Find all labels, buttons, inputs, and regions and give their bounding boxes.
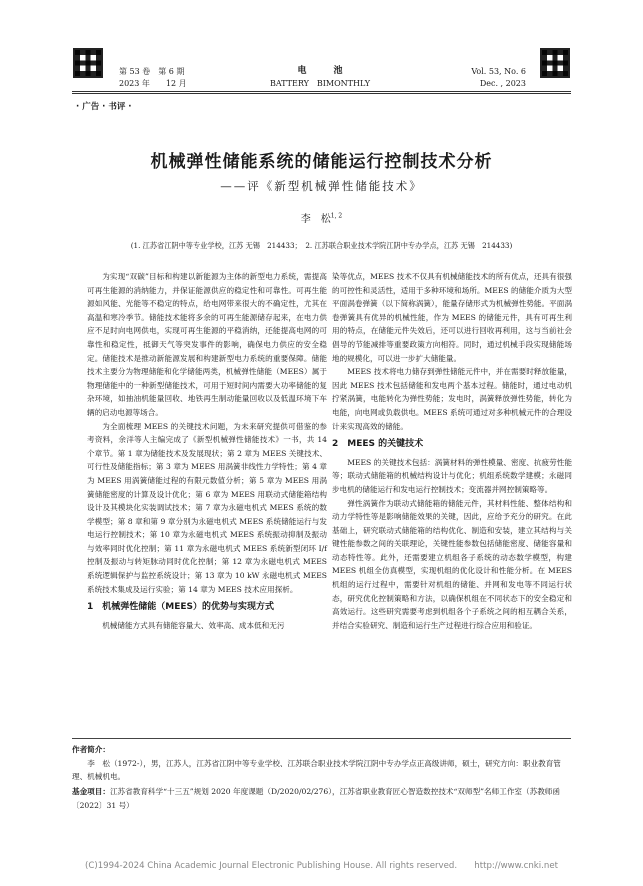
header-volume-en: Vol. 53, No. 6 [471,67,526,76]
body-paragraph: 为实现“双碳”目标和构建以新能源为主体的新型电力系统，需提高可再生能源的消纳能力，并保证能源供应的稳定性和可靠性。可再生能源如风能、光能等不稳定的特点，给电网带来很大的不确定性，尤其在高温和寒冷季节。储能技术能将多余的可再生能源储存起来，在电力供应不足时向电网供电，实现可再生能源的平稳消纳，还能提高电网的可靠性和稳定性，抵御天气等突发事件的影响，确保电力供应的安全稳定。储能技术是推动新能源发展和构建新型电力系统的重要保障。储能技术主要分为物理储能和化学储能两类，机械弹性储能（MEES）属于物理储能中的一种新型储能技术，可用于短时间内需要大功率储能的复杂环境，如抽油机能量回收、地铁再生制动能量回收以及低温环境下车辆的启动电源等场合。 [87,272,327,417]
article-subtitle: ——评《新型机械弹性储能技术》 [220,179,423,193]
header-date-cn: 2023 年 12 月 [119,79,187,88]
header-volume-cn: 第 53 卷 第 6 期 [119,67,185,76]
section-heading-2: 2 MEES 的关键技术 [332,439,424,450]
footnote-rule [72,738,571,739]
fund-info [72,785,571,812]
right-column [332,270,572,632]
author-line [72,210,571,225]
fund-text: 江苏省教育科学“十三五”规划 2020 年度课题（D/2020/02/276），江苏省职业教育匠心智造数控技术“双师型”名师工作室（苏教师函〔2022〕31 号） [72,787,560,810]
author-intro-label: 作者简介： [72,745,110,754]
qr-code-right-icon [540,48,570,78]
body-paragraph: MEES 的关键技术包括：涡簧材料的弹性模量、密度、抗疲劳性能等；联动式储能箱的机械结构设计与优化；机组系统数学建模；永磁同步电机的储能运行和发电运行控制技术；变流器并网控制策略等。 [332,457,572,494]
fund-label: 基金项目： [72,787,110,796]
section-heading-1: 1 机械弹性储能（MEES）的优势与实现方式 [87,602,274,613]
affiliation: (1. 江苏省江阴中等专业学校，江苏 无锡 214433； 2. 江苏联合职业技术学院江阴中专办学点，江苏 无锡 214433) [130,241,513,250]
header-journal-en: BATTERY BIMONTHLY [269,79,371,88]
article-title: 机械弹性储能系统的储能运行控制技术分析 [150,152,493,172]
header-rule [72,91,571,92]
author-intro-text: 李 松（1972-），男，江苏人，江苏省江阴中等专业学校、江苏联合职业技术学院江阴中专办学点正高级讲师，硕士，研究方向：职业教育管理、机械机电。 [72,758,561,781]
header-date-en: Dec. , 2023 [479,79,526,88]
body-paragraph: 弹性涡簧作为联动式储能箱的储能元件，其材料性能、整体结构和动力学特性等是影响储能效果的关键，因此，应给予充分的研究。在此基础上，研究联动式储能箱的结构优化、制造和安装，建立其结构与关键性能参数之间的关联理论，关键性能参数包括储能密度、储能容量和动态特性等。此外，还需要建立机组各子系统的动态数学模型，构建 MEES 机组全仿真模型，实现机组的优化设计和性能分析。在 MEES 机组的运行过程中，需要针对机组的储能、并网和发电等不同运行状态，研究优化控制策略和方法，以确保机组在不同状态下的安全稳定和高效运行。这些研究需要考虑到机组各个子系统之间的相互耦合关系，并结合实验研究、制造和运行生产过程进行综合应用和验证。 [332,498,572,630]
header-journal-cn: 电 池 [297,66,343,76]
body-paragraph: 机械储能方式具有储能容量大、效率高、成本低和无污 [102,620,285,630]
left-column [87,270,327,632]
copyright-footer: (C)1994-2024 China Academic Journal Electronic Publishing House. All rights reserved. http://www.cnki.net [84,861,559,871]
author-name: 李 松 [300,214,331,225]
author-superscript: 1, 2 [330,212,343,220]
author-intro [72,743,571,784]
body-paragraph: MEES 技术将电力储存到弹性储能元件中，并在需要时释放能量，因此 MEES 技术包括储能和发电两个基本过程。储能时，通过电动机拧紧涡簧，电能转化为弹性势能；发电时，涡簧释放弹性势能，转化为电能，向电网或负载供电。MEES 系统可通过对多种机械元件的合理设计来实现高效的储能。 [332,367,572,431]
body-paragraph: 染等优点，MEES 技术不仅具有机械储能技术的所有优点，还具有很强的可控性和灵活性，适用于多种环境和场所。MEES 的储能介质为大型平面涡卷弹簧（以下简称涡簧），能量存储形式为机械弹性势能。平面涡卷弹簧具有优异的机械性能，作为 MEES 的储能元件，具有可再生利用的特点，在储能元件失效后，还可以进行回收再利用，这与当前社会倡导的节能减排等重要政策方向相符。同时，通过机械手段实现储能场地的规模化，可以进一步扩大储能量。 [332,272,572,363]
body-paragraph: 为全面梳理 MEES 的关键技术问题，为未来研究提供可借鉴的参考资料，余洋等人主编完成了《新型机械弹性储能技术》一书，共 14 个章节。第 1 章为储能技术及发展现状；第 2 章为 MEES 关键技术、可行性及储能指标；第 3 章为 MEES 用涡簧非线性力学特性；第 4 章为 MEES 用涡簧储能过程的有限元数值分析；第 5 章为 MEES 用涡簧储能密度的计算及设计优化；第 6 章为 MEES 用联动式储能箱结构设计及其模块化实装调试技术；第 7 章为永磁电机式 MEES 系统的数学模型；第 8 章和第 9 章分别为永磁电机式 MEES 系统储能运行与发电运行控制技术；第 10 章为永磁电机式 MEES 系统振动抑制及振动与效率同时优化控制；第 11 章为永磁电机式 MEES 系统新型闭环 I/f 控制及振动与转矩脉动同时优化控制；第 12 章为永磁电机式 MEES 系统逻辑保护与监控系统设计；第 13 章为 10 kW 永磁电机式 MEES 系统技术集成及运行实验；第 14 章为 MEES 技术应用探析。 [87,421,327,594]
header-rule-2 [72,93,571,94]
qr-code-left-icon [73,48,103,78]
section-label: · 广告 · 书评 · [76,102,132,112]
